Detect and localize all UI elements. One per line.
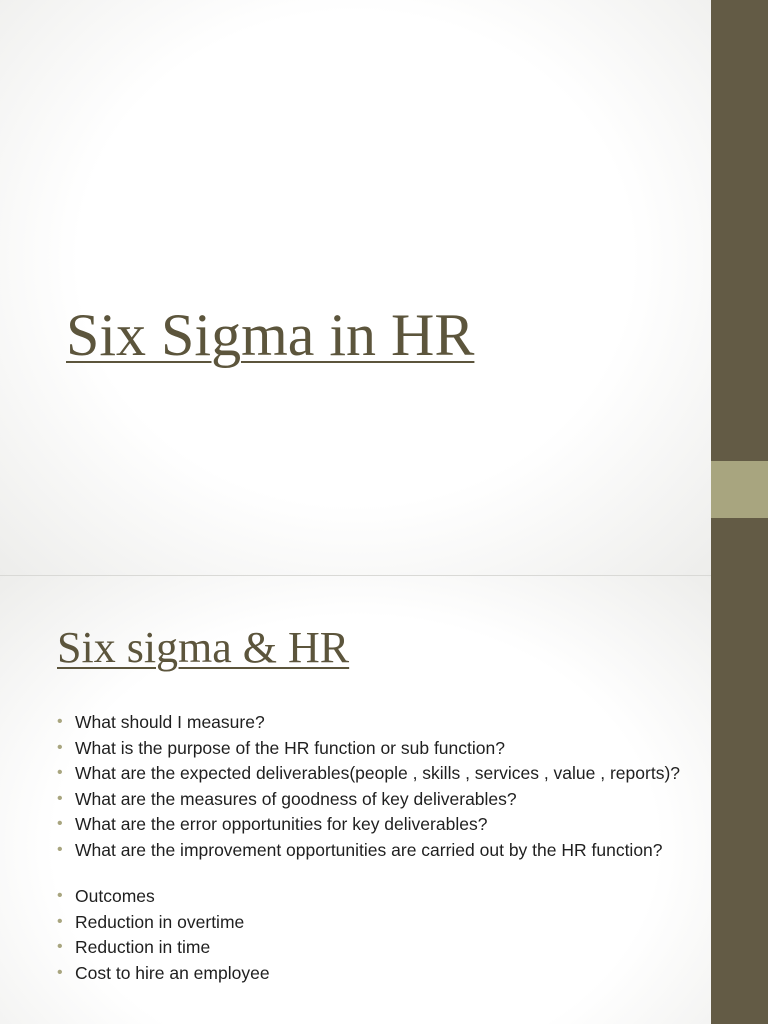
bullet-icon: • (57, 887, 63, 904)
bullet-item: • Reduction in time (57, 937, 211, 957)
bullet-icon: • (57, 815, 63, 832)
bullet-list (56, 712, 686, 988)
bullet-icon: • (57, 938, 63, 955)
side-accent (711, 461, 768, 518)
bullet-item: • What are the measures of goodness of key deliverables? (57, 788, 517, 809)
slide-content-heading: Six sigma & HR (57, 623, 350, 672)
bullet-item: • Outcomes (57, 886, 155, 906)
bullet-item: • What are the expected deliverables(people , skills , services , value , reports)? (57, 763, 681, 783)
bullet-icon: • (57, 912, 63, 930)
slide-content (0, 576, 711, 1024)
bullet-icon: • (57, 840, 63, 858)
bullet-item: • What are the improvement opportunities are carried out by the HR function? (57, 839, 663, 860)
slide-title-heading: Six Sigma in HR (66, 302, 475, 368)
bullet-item: • What are the error opportunities for key deliverables? (57, 814, 488, 834)
bullet-item: • What should I measure? (57, 712, 265, 732)
bullet-icon: • (57, 789, 63, 807)
bullet-icon: • (57, 713, 63, 730)
bullet-icon: • (57, 963, 63, 981)
bullet-item: • Reduction in overtime (57, 911, 245, 932)
bullet-icon: • (57, 738, 63, 756)
bullet-icon: • (57, 764, 63, 781)
bullet-item: • Cost to hire an employee (57, 962, 270, 983)
bullet-item: • What is the purpose of the HR function or sub function? (57, 737, 505, 758)
